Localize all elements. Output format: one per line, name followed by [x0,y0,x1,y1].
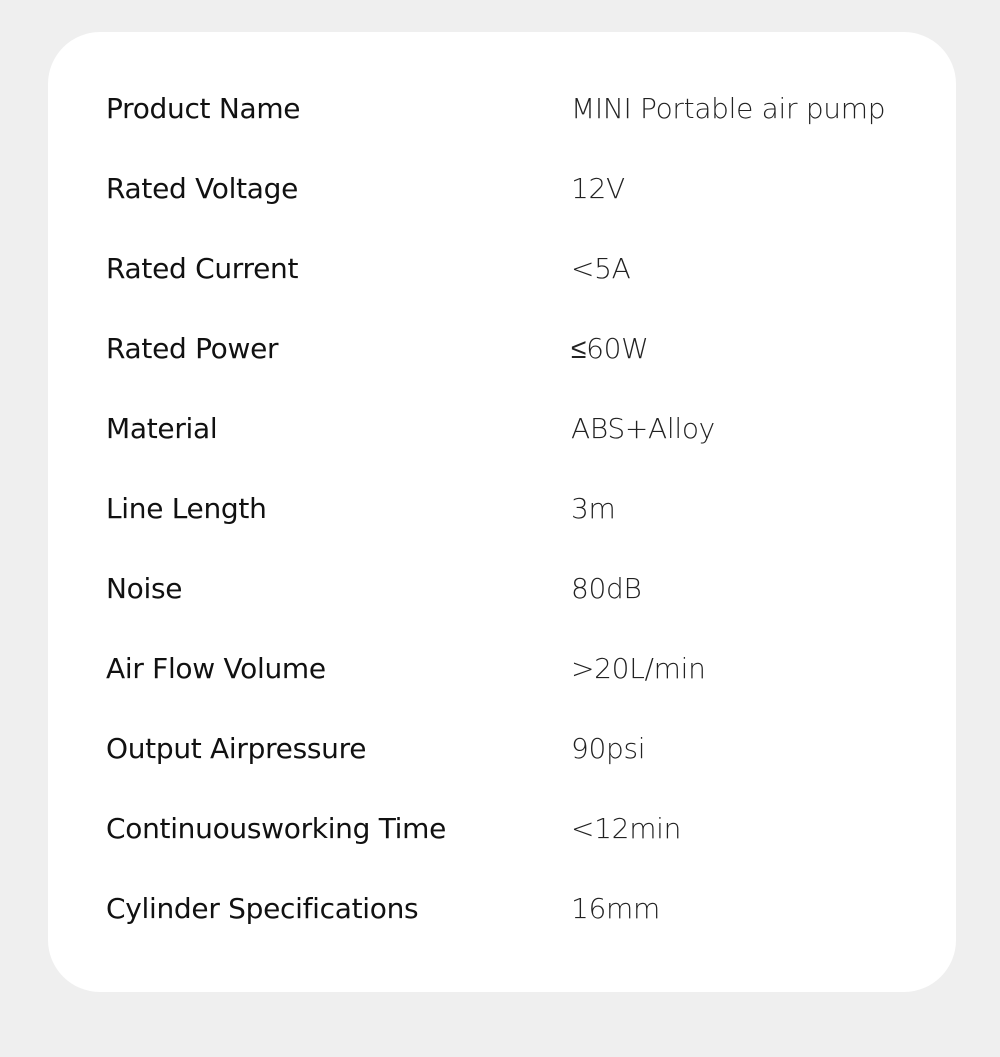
spec-value: <12min [571,812,682,845]
spec-label: Noise [106,572,183,605]
spec-value: <5A [571,252,631,285]
spec-row-line-length [106,492,956,572]
spec-label: Line Length [106,492,267,525]
spec-label: Air Flow Volume [106,652,326,685]
spec-label: Rated Current [106,252,299,285]
spec-row-continuous-working-time [106,812,956,892]
spec-table [106,92,956,972]
spec-value: ABS+Alloy [571,412,715,445]
spec-row-noise [106,572,956,652]
spec-value: 16mm [571,892,660,925]
spec-label: Output Airpressure [106,732,367,765]
spec-row-rated-power [106,332,956,412]
spec-label: Cylinder Specifications [106,892,419,925]
spec-row-output-airpressure [106,732,956,812]
spec-value: 3m [571,492,616,525]
spec-row-rated-current [106,252,956,332]
spec-value: ≤60W [571,332,649,365]
spec-row-rated-voltage [106,172,956,252]
spec-row-material [106,412,956,492]
spec-label: Rated Power [106,332,279,365]
spec-row-cylinder-specifications [106,892,956,972]
spec-row-product-name [106,92,956,172]
spec-value: 80dB [571,572,642,605]
spec-label: Continuousworking Time [106,812,447,845]
spec-value: 12V [571,172,625,205]
spec-label: Material [106,412,218,445]
spec-card [48,32,956,992]
spec-label: Product Name [106,92,301,125]
spec-value: >20L/min [571,652,706,685]
spec-value: 90psi [571,732,646,765]
spec-row-air-flow-volume [106,652,956,732]
spec-label: Rated Voltage [106,172,299,205]
spec-value: MINI Portable air pump [571,92,886,125]
